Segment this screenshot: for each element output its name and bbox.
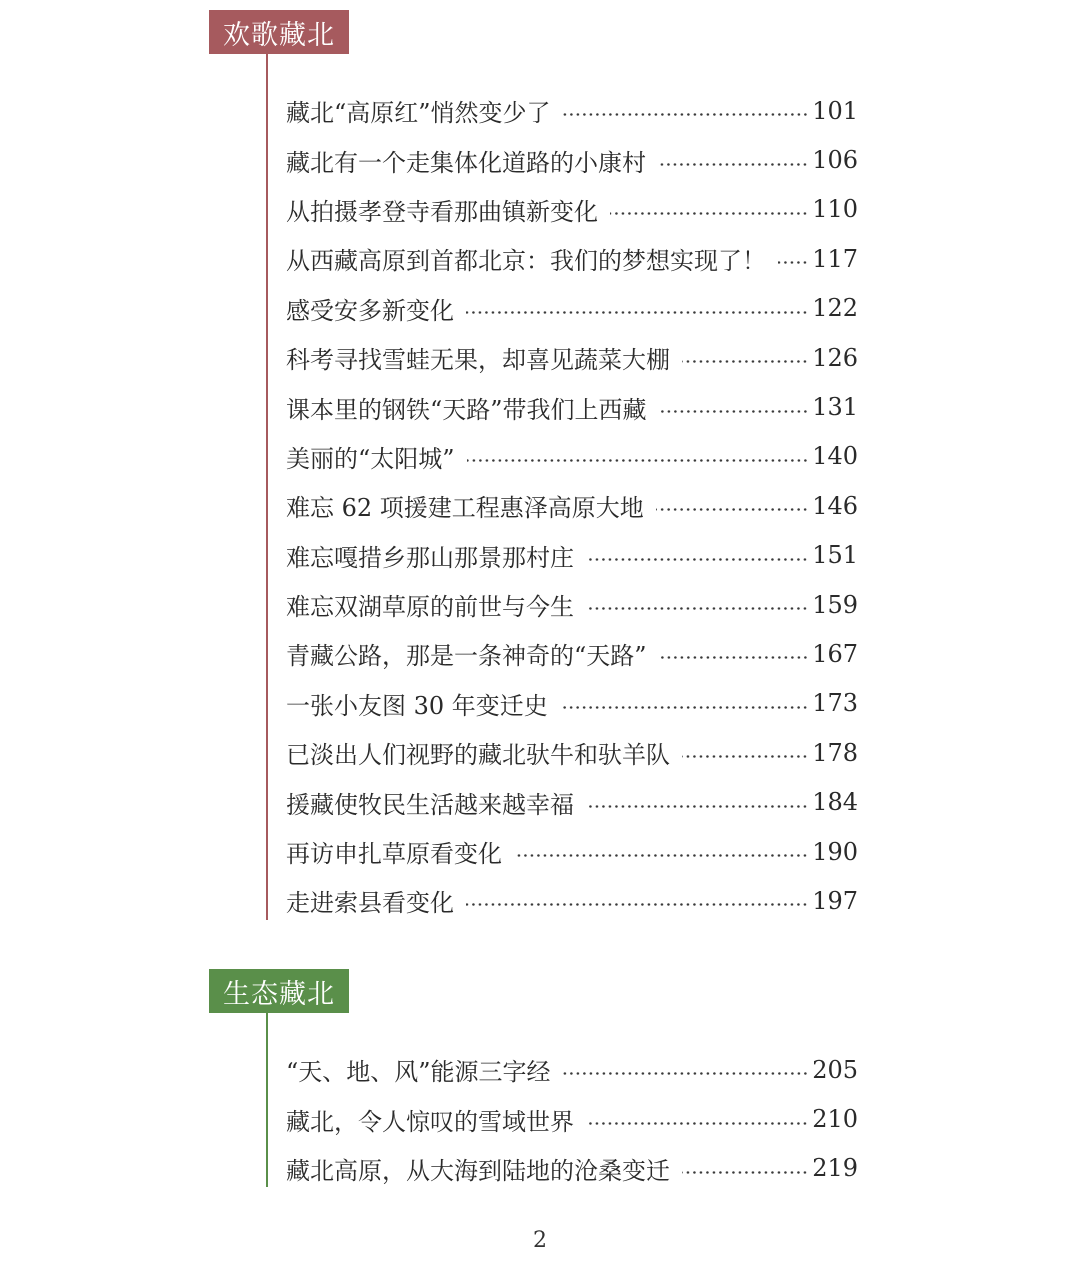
toc-entry-title: 美丽的“太阳城”: [286, 444, 455, 473]
toc-dot-leader: [467, 459, 809, 462]
toc-dot-leader: [560, 706, 808, 709]
toc-entry-title: 援藏使牧民生活越来越幸福: [286, 790, 574, 819]
toc-dot-leader: [610, 212, 808, 215]
toc-entry[interactable]: [286, 185, 858, 234]
toc-entry[interactable]: [286, 333, 858, 382]
toc-dot-leader: [466, 311, 808, 314]
toc-entry[interactable]: [286, 531, 858, 580]
toc-entry-title: 难忘嘎措乡那山那景那村庄: [286, 543, 574, 572]
toc-entry-page-number: 146: [812, 491, 858, 520]
toc-entry[interactable]: [286, 827, 858, 876]
toc-dot-leader: [778, 261, 808, 264]
toc-entry-page-number: 197: [812, 886, 858, 915]
toc-entry[interactable]: [286, 580, 858, 629]
toc-entry-title: 一张小友图 30 年变迁史: [286, 691, 548, 720]
toc-entry-title: 难忘 62 项援建工程惠泽高原大地: [286, 494, 644, 523]
toc-entry-page-number: 110: [812, 195, 858, 224]
toc-dot-leader: [658, 163, 808, 166]
toc-dot-leader: [586, 805, 808, 808]
toc-entry[interactable]: [286, 382, 858, 431]
toc-dot-leader: [586, 558, 808, 561]
toc-dot-leader: [659, 410, 809, 413]
toc-entry-page-number: 173: [812, 689, 858, 718]
section-divider-line-2: [266, 1013, 268, 1187]
toc-dot-leader: [563, 1072, 809, 1075]
toc-entry-title: 已淡出人们视野的藏北驮牛和驮羊队: [286, 741, 670, 770]
toc-entry-page-number: 178: [812, 738, 858, 767]
toc-entry-title: 藏北高原，从大海到陆地的沧桑变迁: [286, 1156, 670, 1185]
toc-entry[interactable]: [286, 1094, 858, 1143]
toc-dot-leader: [586, 607, 808, 610]
section-heading-2: [209, 969, 349, 1013]
toc-entry-title: 再访申扎草原看变化: [286, 840, 502, 869]
toc-entry-title: 藏北，令人惊叹的雪域世界: [286, 1107, 574, 1136]
toc-dot-leader: [656, 508, 808, 511]
toc-entry-page-number: 159: [812, 590, 858, 619]
toc-entry-title: 走进索县看变化: [286, 889, 454, 918]
toc-entry-page-number: 205: [812, 1055, 858, 1084]
toc-dot-leader: [682, 755, 808, 758]
toc-entry-title: 青藏公路，那是一条神奇的“天路”: [286, 642, 647, 671]
toc-entry[interactable]: [286, 876, 858, 925]
toc-dot-leader: [466, 903, 808, 906]
toc-entry-title: 藏北“高原红”悄然变少了: [286, 99, 551, 128]
toc-entry-title: “天、地、风”能源三字经: [286, 1058, 551, 1087]
toc-entry[interactable]: [286, 1144, 858, 1193]
toc-entry-title: 藏北有一个走集体化道路的小康村: [286, 148, 646, 177]
toc-dot-leader: [659, 656, 809, 659]
toc-entry[interactable]: [286, 679, 858, 728]
toc-entry[interactable]: [286, 284, 858, 333]
toc-entry[interactable]: [286, 135, 858, 184]
toc-entry-page-number: 140: [812, 442, 858, 471]
toc-entry[interactable]: [286, 481, 858, 530]
toc-entry-title: 课本里的钢铁“天路”带我们上西藏: [286, 395, 647, 424]
toc-entry-title: 感受安多新变化: [286, 296, 454, 325]
toc-entry-page-number: 151: [812, 541, 858, 570]
toc-entry[interactable]: [286, 777, 858, 826]
toc-entry[interactable]: [286, 234, 858, 283]
toc-entry-page-number: 167: [812, 639, 858, 668]
toc-entry-page-number: 184: [812, 788, 858, 817]
toc-list-1: [286, 86, 858, 926]
toc-dot-leader: [682, 1171, 808, 1174]
toc-entry-page-number: 126: [812, 343, 858, 372]
toc-entry-title: 难忘双湖草原的前世与今生: [286, 593, 574, 622]
page-number: 2: [533, 1228, 547, 1253]
toc-entry-title: 科考寻找雪蛙无果，却喜见蔬菜大棚: [286, 346, 670, 375]
toc-entry[interactable]: [286, 86, 858, 135]
toc-entry[interactable]: [286, 432, 858, 481]
toc-entry-page-number: 210: [812, 1105, 858, 1134]
toc-entry-page-number: 190: [812, 837, 858, 866]
toc-dot-leader: [514, 854, 808, 857]
section-heading-1-text: 欢歌藏北: [223, 19, 335, 51]
section-heading-1: [209, 10, 349, 54]
toc-dot-leader: [563, 113, 809, 116]
toc-entry[interactable]: [286, 1045, 858, 1094]
section-divider-line-1: [266, 54, 268, 920]
toc-entry-page-number: 219: [812, 1154, 858, 1183]
toc-entry[interactable]: [286, 629, 858, 678]
section-heading-2-text: 生态藏北: [223, 978, 335, 1010]
toc-dot-leader: [682, 360, 808, 363]
toc-entry-title: 从西藏高原到首都北京：我们的梦想实现了！: [286, 247, 766, 276]
toc-entry-page-number: 117: [812, 244, 858, 273]
toc-entry-page-number: 131: [812, 393, 858, 422]
toc-entry-page-number: 101: [812, 96, 858, 125]
toc-entry-page-number: 122: [812, 294, 858, 323]
toc-entry-page-number: 106: [812, 146, 858, 175]
toc-entry[interactable]: [286, 728, 858, 777]
toc-dot-leader: [586, 1122, 808, 1125]
toc-entry-title: 从拍摄孝登寺看那曲镇新变化: [286, 197, 598, 226]
toc-list-2: [286, 1045, 858, 1193]
